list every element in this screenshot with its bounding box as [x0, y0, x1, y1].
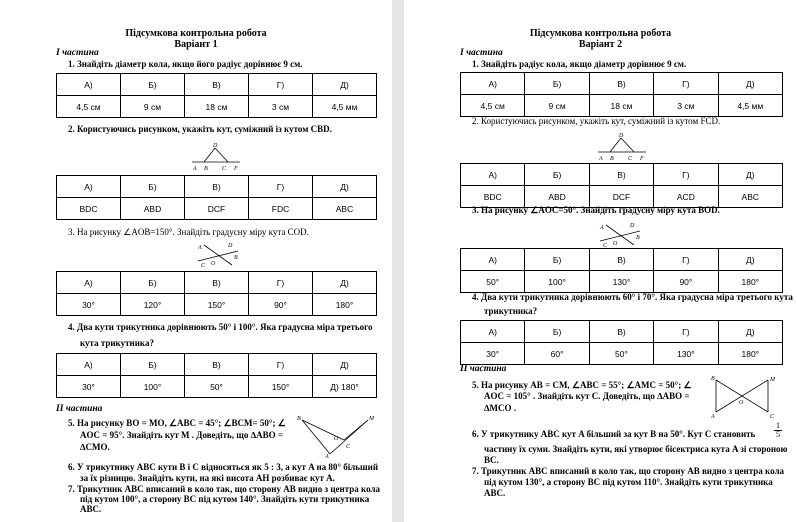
table-cell: DCF [589, 186, 653, 208]
table-cell: А) [461, 164, 525, 186]
point-label: A [198, 245, 202, 251]
table-cell: В) [185, 74, 249, 96]
table-cell: В) [185, 272, 249, 294]
question-4-continued: трикутника? [484, 306, 538, 316]
point-label: O [211, 261, 216, 267]
point-label: B [610, 156, 614, 162]
table-cell: 4,5 см [461, 95, 525, 117]
table-cell: 50° [589, 343, 653, 365]
table-cell: 130° [589, 271, 653, 293]
question-4-continued: кута трикутника? [80, 338, 154, 348]
table-cell: В) [589, 321, 653, 343]
table-cell: ABD [525, 186, 589, 208]
question-3: 3. На рисунку ∠AOB=150°. Знайдіть градусну міру кута COD. [68, 227, 309, 237]
fraction-denominator: 5 [776, 430, 780, 439]
table-row [57, 376, 377, 398]
part-2-heading: ІІ частина [460, 364, 507, 374]
table-cell: 50° [185, 376, 249, 398]
document-page-variant-1 [0, 0, 392, 522]
point-label: D [228, 243, 233, 249]
table-cell: 150° [249, 376, 313, 398]
table-cell: 100° [121, 376, 185, 398]
question-5: 5. На рисунку BO = MO, ∠ABC = 45°; ∠BCM= 50°; ∠ [68, 418, 286, 428]
point-label: A [193, 166, 197, 172]
question-2: 2. Користуючись рисунком, укажіть кут, суміжний із кутом FCD. [472, 116, 721, 126]
answer-table-4 [460, 320, 783, 365]
question-5-line-3: ∆MCO . [484, 403, 517, 413]
table-cell: Г) [654, 73, 718, 95]
question-2: 2. Користуючись рисунком, укажіть кут, суміжний із кутом CBD. [68, 124, 332, 134]
point-label: D [213, 143, 218, 149]
question-6: 6. У трикутнику ABC кут A більший за кут B на 50°. Кут C становить [472, 429, 756, 439]
table-row [57, 176, 377, 198]
point-label: M [369, 416, 374, 422]
question-6: 6. У трикутнику ABC кути B і C відносяться як 5 : 3, а кут A на 80° більший [68, 462, 379, 472]
table-cell: Б) [121, 176, 185, 198]
question-4: 4. Два кути трикутника дорівнюють 50° і 100°. Яка градусна міра третього [68, 322, 373, 332]
table-cell: 130° [654, 343, 718, 365]
point-label: O [613, 241, 618, 247]
point-label: F [640, 156, 644, 162]
table-cell: 150° [185, 294, 249, 316]
question-5-line-3: ∆CMO. [80, 442, 110, 452]
table-cell: 90° [654, 271, 718, 293]
cross-figure-5 [710, 374, 784, 418]
angle-figure-2 [190, 140, 242, 172]
table-cell: Д) [313, 74, 377, 96]
table-cell: А) [461, 249, 525, 271]
variant-title: Варіант 2 [578, 39, 623, 50]
table-cell: А) [57, 272, 121, 294]
table-cell: ABC [718, 186, 782, 208]
table-row [461, 164, 783, 186]
question-6-continued: частину їх суми. Знайдіть кути, які утворює бісектриса кута A зі стороною [484, 444, 788, 454]
table-cell: А) [57, 74, 121, 96]
table-row [461, 73, 783, 95]
table-cell: Д) [313, 354, 377, 376]
table-cell: В) [185, 176, 249, 198]
table-cell: А) [57, 354, 121, 376]
angle-figure-2 [596, 130, 648, 162]
part-2-heading: ІІ частина [56, 404, 103, 414]
table-row [461, 249, 783, 271]
table-cell: 3 см [249, 96, 313, 118]
table-row [461, 271, 783, 293]
answer-table-2 [460, 163, 783, 208]
table-cell: А) [461, 73, 525, 95]
table-cell: DCF [185, 198, 249, 220]
fraction-numerator: 1 [776, 421, 780, 430]
table-cell: 180° [718, 271, 782, 293]
question-7-line-2: під кутом 100°, а сторону BC під кутом 140°. Знайдіть кути трикутника [80, 494, 370, 504]
table-cell: Б) [525, 73, 589, 95]
table-cell: FDC [249, 198, 313, 220]
table-cell: ABC [313, 198, 377, 220]
table-cell: В) [185, 354, 249, 376]
point-label: B [297, 416, 301, 422]
angle-figure-3 [196, 241, 240, 269]
table-cell: 4,5 мм [718, 95, 782, 117]
question-5: 5. На рисунку AB = CM, ∠ABC = 55°; ∠AMC = 50°; ∠ [472, 380, 692, 390]
table-cell: Д) [313, 272, 377, 294]
question-7: 7. Трикутник ABC вписаний в коло так, що сторону AB видно з центра кола [68, 484, 380, 494]
table-cell: BDC [57, 198, 121, 220]
question-4: 4. Два кути трикутника дорівнюють 60° і 70°. Яка градусна міра третього кута [472, 292, 793, 302]
table-cell: 9 см [121, 96, 185, 118]
table-cell: ABD [121, 198, 185, 220]
question-7-line-2: під кутом 130°, а сторону BC під кутом 110°. Знайдіть кути трикутника [484, 477, 773, 487]
table-cell: ACD [654, 186, 718, 208]
part-1-heading: І частина [460, 48, 503, 58]
table-cell: Б) [525, 164, 589, 186]
point-label: B [711, 376, 715, 382]
table-row [57, 74, 377, 96]
point-label: M [770, 377, 775, 383]
question-6-continued: за їх різницю. Знайдіть кути, на які висота AH розбиває кут A. [80, 473, 335, 483]
table-cell: 30° [461, 343, 525, 365]
table-cell: В) [589, 73, 653, 95]
point-label: C [770, 414, 775, 418]
table-cell: 18 см [185, 96, 249, 118]
question-5-line-2: AOC = 95°. Знайдіть кут M . Доведіть, що ∆ABO = [80, 430, 283, 440]
table-cell: Б) [121, 354, 185, 376]
point-label: O [739, 400, 744, 406]
answer-table-4 [56, 353, 377, 398]
answer-table-1 [460, 72, 783, 117]
table-cell: Г) [249, 354, 313, 376]
table-cell: Г) [654, 249, 718, 271]
table-row [57, 272, 377, 294]
page-title: Підсумкова контрольна робота [125, 28, 267, 39]
document-page-variant-2 [404, 0, 797, 522]
table-cell: Д) 180° [313, 376, 377, 398]
question-3: 3. На рисунку ∠AOC=50°. Знайдіть градусну міру кута BOD. [472, 205, 720, 215]
table-cell: Г) [654, 321, 718, 343]
answer-table-1 [56, 73, 377, 118]
table-cell: А) [57, 176, 121, 198]
table-cell: 4,5 мм [313, 96, 377, 118]
table-cell: 60° [525, 343, 589, 365]
fraction-one-fifth [774, 422, 782, 439]
question-7: 7. Трикутник ABC вписаний в коло так, що сторону AB видно з центра кола [472, 466, 784, 476]
table-row [57, 198, 377, 220]
point-label: A [325, 454, 329, 458]
point-label: B [234, 255, 238, 261]
question-1: 1. Знайдіть діаметр кола, якщо його радіус дорівнює 9 см. [68, 59, 303, 69]
table-cell: 180° [718, 343, 782, 365]
page-title: Підсумкова контрольна робота [529, 28, 672, 39]
table-cell: Б) [121, 272, 185, 294]
point-label: D [630, 223, 635, 229]
point-label: C [346, 444, 351, 450]
table-cell: Д) [718, 73, 782, 95]
table-cell: 30° [57, 376, 121, 398]
table-cell: BDC [461, 186, 525, 208]
table-cell: 90° [249, 294, 313, 316]
cross-figure-5 [296, 414, 376, 458]
table-cell: Г) [249, 272, 313, 294]
table-cell: 100° [525, 271, 589, 293]
point-label: D [619, 133, 624, 139]
table-cell: Б) [121, 74, 185, 96]
table-row [461, 321, 783, 343]
table-cell: Г) [249, 74, 313, 96]
point-label: C [222, 166, 227, 172]
question-1: 1. Знайдіть радіус кола, якщо діаметр дорівнює 9 см. [472, 59, 687, 69]
table-cell: Д) [718, 321, 782, 343]
question-7-line-3: ABC. [80, 504, 102, 514]
angle-figure-3 [598, 221, 642, 249]
answer-table-3 [460, 248, 783, 293]
point-label: A [600, 225, 604, 231]
table-row [461, 343, 783, 365]
point-label: A [711, 414, 715, 418]
table-cell: 9 см [525, 95, 589, 117]
point-label: O [334, 436, 339, 442]
variant-title: Варіант 1 [174, 39, 218, 50]
table-cell: Б) [525, 249, 589, 271]
question-7-line-3: ABC. [484, 488, 506, 498]
table-cell: 3 см [654, 95, 718, 117]
table-cell: Б) [525, 321, 589, 343]
part-1-heading: І частина [56, 48, 99, 58]
table-row [57, 96, 377, 118]
table-cell: 30° [57, 294, 121, 316]
table-cell: Г) [249, 176, 313, 198]
table-cell: 18 см [589, 95, 653, 117]
table-row [57, 294, 377, 316]
table-cell: Г) [654, 164, 718, 186]
point-label: B [636, 235, 640, 241]
table-cell: В) [589, 164, 653, 186]
table-cell: Д) [718, 164, 782, 186]
table-cell: 180° [313, 294, 377, 316]
table-cell: 4,5 см [57, 96, 121, 118]
table-cell: 50° [461, 271, 525, 293]
point-label: C [201, 263, 206, 269]
table-cell: А) [461, 321, 525, 343]
table-cell: В) [589, 249, 653, 271]
point-label: B [204, 166, 208, 172]
point-label: C [628, 156, 633, 162]
table-row [461, 95, 783, 117]
point-label: C [603, 243, 608, 249]
answer-table-2 [56, 175, 377, 220]
table-row [57, 354, 377, 376]
point-label: A [599, 156, 603, 162]
page-gap-divider [392, 0, 404, 522]
table-cell: 120° [121, 294, 185, 316]
point-label: F [234, 166, 238, 172]
question-6-line-3: BC. [484, 455, 499, 465]
question-5-line-2: AOC = 105° . Знайдіть кут C. Доведіть, що ∆ABO = [484, 391, 690, 401]
table-cell: Д) [313, 176, 377, 198]
table-cell: Д) [718, 249, 782, 271]
answer-table-3 [56, 271, 377, 316]
